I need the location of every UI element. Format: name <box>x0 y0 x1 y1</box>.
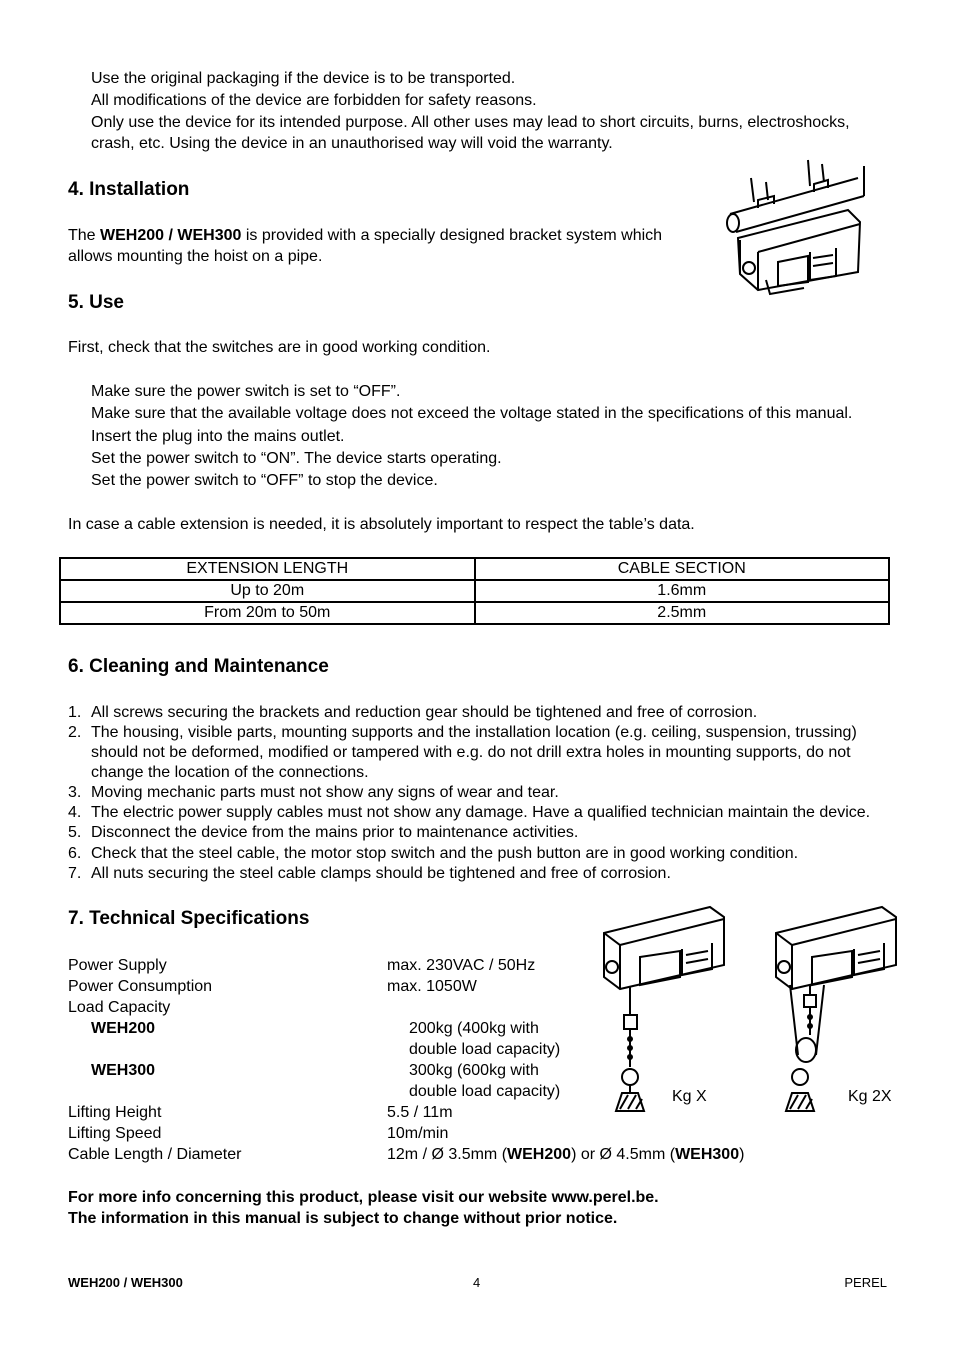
use-step: Insert the plug into the mains outlet. <box>91 428 345 445</box>
list-item: All nuts securing the steel cable clamps should be tightened and free of corrosion. <box>91 865 671 882</box>
specs-heading: 7. Technical Specifications <box>68 908 310 929</box>
spec-label: Cable Length / Diameter <box>68 1146 242 1163</box>
hoist-double-load-illustration <box>770 905 905 1120</box>
list-item: All screws securing the brackets and reduction gear should be tightened and free of corrosion. <box>91 704 758 721</box>
list-item: change the location of the connections. <box>91 764 369 781</box>
hoist-single-load-illustration <box>600 905 730 1120</box>
use-step: Make sure the power switch is set to “OFF”. <box>91 383 401 400</box>
list-number: 7. <box>68 865 82 882</box>
fig-label-double: Kg 2X <box>848 1088 892 1105</box>
use-intro: First, check that the switches are in good working condition. <box>68 339 491 356</box>
spec-value: double load capacity) <box>409 1041 561 1058</box>
extension-table <box>59 557 890 625</box>
spec-label: Power Consumption <box>68 978 213 995</box>
notice-line: For more info concerning this product, please visit our website www.perel.be. <box>68 1189 659 1206</box>
spec-value: 10m/min <box>387 1125 449 1142</box>
spec-label-model: WEH300 <box>91 1062 156 1079</box>
list-item: The housing, visible parts, mounting supports and the installation location (e.g. ceiling, suspension, trussing) <box>91 724 857 741</box>
footer-model: WEH200 / WEH300 <box>68 1275 183 1290</box>
spec-value: max. 1050W <box>387 978 477 995</box>
spec-value: 12m / Ø 3.5mm (WEH200) or Ø 4.5mm (WEH300) <box>387 1146 745 1163</box>
cleaning-heading: 6. Cleaning and Maintenance <box>68 656 329 677</box>
use-heading: 5. Use <box>68 292 124 313</box>
spec-value: max. 230VAC / 50Hz <box>387 957 536 974</box>
spec-label-model: WEH200 <box>91 1020 156 1037</box>
list-item: should not be deformed, modified or tampered with e.g. do not drill extra holes in mounting supports, do not <box>91 744 851 761</box>
list-item: Check that the steel cable, the motor stop switch and the push button are in good working condition. <box>91 845 799 862</box>
list-item: The electric power supply cables must not show any damage. Have a qualified technician maintain the device. <box>91 804 871 821</box>
table-cell: 2.5mm <box>475 602 890 624</box>
list-number: 2. <box>68 724 82 741</box>
table-header-cell: EXTENSION LENGTH <box>60 558 475 580</box>
footer-brand: PEREL <box>844 1275 887 1290</box>
spec-value: 300kg (600kg with <box>409 1062 539 1079</box>
footer-page-number: 4 <box>473 1275 481 1290</box>
table-row <box>60 602 889 624</box>
list-number: 5. <box>68 824 82 841</box>
use-step: Make sure that the available voltage does not exceed the voltage stated in the specifications of this manual. <box>91 405 853 422</box>
spec-value: 200kg (400kg with <box>409 1020 539 1037</box>
installation-text: The WEH200 / WEH300 is provided with a specially designed bracket system which <box>68 227 663 244</box>
table-cell: 1.6mm <box>475 580 890 602</box>
use-step: Set the power switch to “OFF” to stop the device. <box>91 472 438 489</box>
fig-label-single: Kg X <box>672 1088 707 1105</box>
intro-line: Use the original packaging if the device is to be transported. <box>91 70 516 87</box>
table-cell: From 20m to 50m <box>60 602 475 624</box>
table-header-cell: CABLE SECTION <box>475 558 890 580</box>
table-header-row <box>60 558 889 580</box>
list-number: 4. <box>68 804 82 821</box>
list-item: Moving mechanic parts must not show any signs of wear and tear. <box>91 784 559 801</box>
table-cell: Up to 20m <box>60 580 475 602</box>
list-number: 3. <box>68 784 82 801</box>
installation-heading: 4. Installation <box>68 179 190 200</box>
list-number: 1. <box>68 704 82 721</box>
table-row <box>60 580 889 602</box>
spec-value: double load capacity) <box>409 1083 561 1100</box>
extension-note: In case a cable extension is needed, it is absolutely important to respect the table’s data. <box>68 516 695 533</box>
spec-label: Lifting Speed <box>68 1125 162 1142</box>
intro-line: Only use the device for its intended purpose. All other uses may lead to short circuits, burns, electroshocks, <box>91 114 850 131</box>
list-item: Disconnect the device from the mains prior to maintenance activities. <box>91 824 579 841</box>
use-step: Set the power switch to “ON”. The device starts operating. <box>91 450 502 467</box>
installation-text-2: allows mounting the hoist on a pipe. <box>68 248 323 265</box>
list-number: 6. <box>68 845 82 862</box>
intro-line: All modifications of the device are forbidden for safety reasons. <box>91 92 537 109</box>
spec-label: Power Supply <box>68 957 167 974</box>
notice-line: The information in this manual is subject to change without prior notice. <box>68 1210 618 1227</box>
spec-label: Load Capacity <box>68 999 171 1016</box>
intro-line: crash, etc. Using the device in an unauthorised way will void the warranty. <box>91 135 613 152</box>
bracket-mounting-illustration <box>718 152 868 300</box>
spec-label: Lifting Height <box>68 1104 162 1121</box>
spec-value: 5.5 / 11m <box>387 1104 453 1121</box>
